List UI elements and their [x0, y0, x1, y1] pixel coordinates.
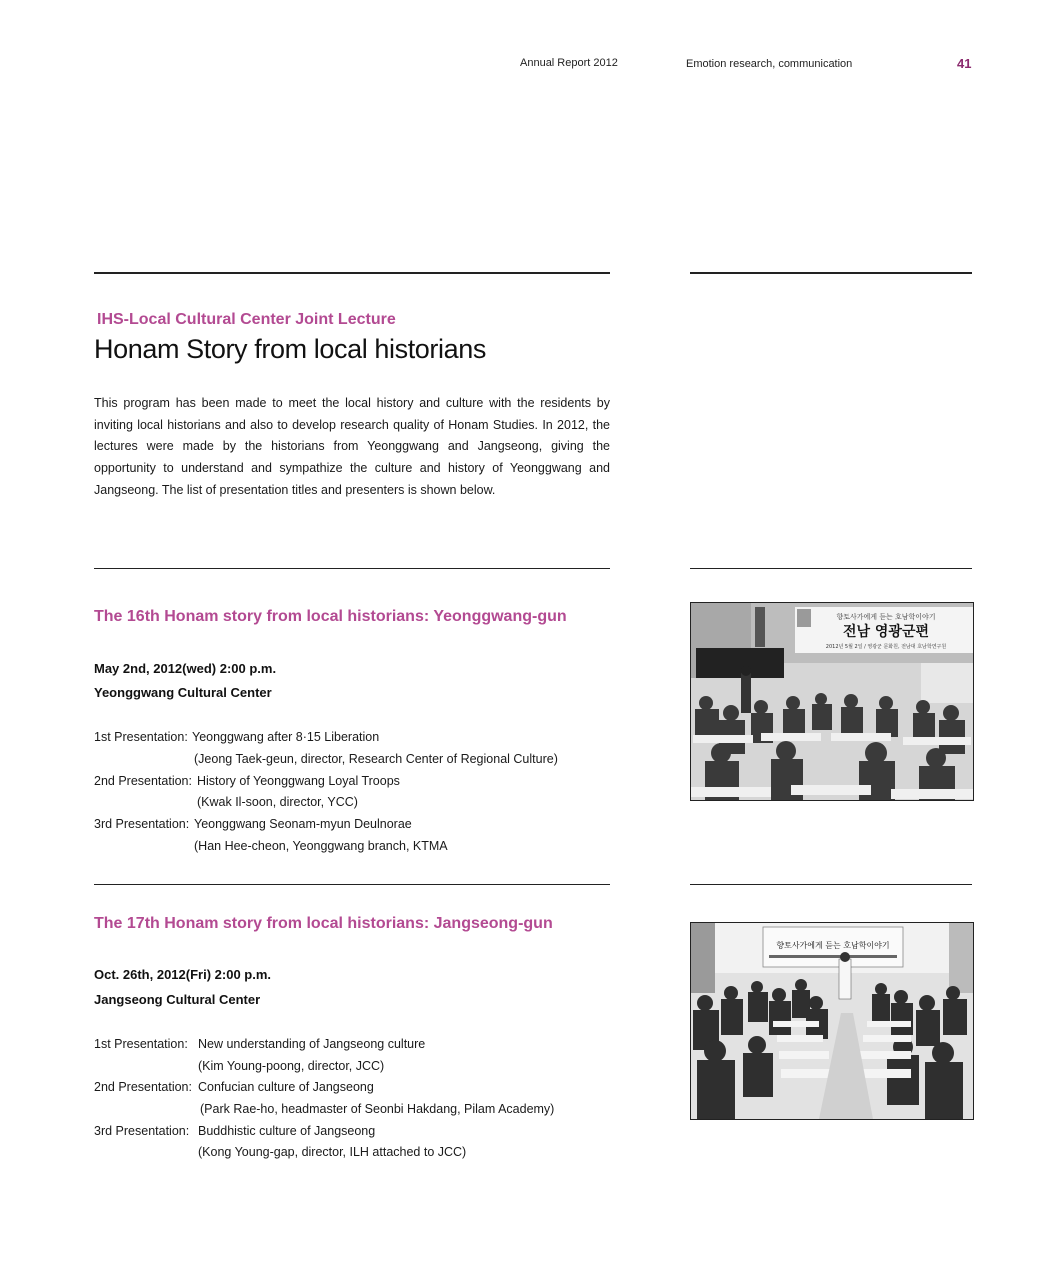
- running-header-report: Annual Report 2012: [520, 57, 618, 69]
- article-kicker: IHS-Local Cultural Center Joint Lecture: [97, 311, 396, 328]
- divider-rule: [94, 272, 610, 274]
- divider-rule: [690, 568, 972, 569]
- presentation-label: 3rd Presentation:: [94, 817, 190, 831]
- presentation-title: New understanding of Jangseong culture: [198, 1037, 426, 1051]
- presentation-presenter: (Jeong Taek-geun, director, Research Center of Regional Culture): [194, 752, 558, 766]
- photo-banner-text: 향토사가에게 듣는 호남학이야기: [776, 941, 890, 950]
- session-heading: The 17th Honam story from local historians: Jangseong-gun: [94, 915, 553, 932]
- presentation-label: 2nd Presentation:: [94, 1080, 192, 1094]
- presentation-title: Yeonggwang after 8·15 Liberation: [192, 730, 380, 744]
- photo-banner-top-text: 향토사가에게 듣는 호남학이야기: [836, 613, 936, 621]
- session-date: Oct. 26th, 2012(Fri) 2:00 p.m.: [94, 967, 272, 982]
- running-header-section: Emotion research, communication: [686, 58, 853, 70]
- presentation-presenter: (Kim Young-poong, director, JCC): [198, 1059, 385, 1073]
- article-intro: This program has been made to meet the local history and culture with the residents by inviting local historians and also to develop research quality of Honam Studies. In 2012, the lectures were made by the historians from Yeonggwang and Jangseong, giving the opportunity to understand and sympathize the culture and history of Yeonggwang and Jangseong. The list of presentation titles and presenters is shown below.: [94, 396, 610, 497]
- session-date: May 2nd, 2012(wed) 2:00 p.m.: [94, 661, 277, 676]
- presentation-title: Buddhistic culture of Jangseong: [198, 1124, 376, 1138]
- page-number: 41: [957, 56, 972, 71]
- lecture-photo-jangseong: [690, 922, 974, 1120]
- photo-banner-sub-text: 2012년 5월 2일 / 영광군 문화원, 전남대 호남학연구원: [825, 644, 947, 650]
- divider-rule: [690, 272, 972, 274]
- photo-banner-text: 전남 영광군편: [842, 624, 930, 640]
- presentation-label: 3rd Presentation:: [94, 1124, 190, 1138]
- presentation-label: 2nd Presentation:: [94, 774, 192, 788]
- divider-rule: [94, 568, 610, 569]
- presentation-title: History of Yeonggwang Loyal Troops: [197, 774, 400, 788]
- divider-rule: [94, 884, 610, 885]
- session-venue: Yeonggwang Cultural Center: [94, 685, 272, 700]
- session-heading: The 16th Honam story from local historians: Yeonggwang-gun: [94, 608, 567, 625]
- presentation-label: 1st Presentation:: [94, 1037, 188, 1051]
- presentation-title: Yeonggwang Seonam-myun Deulnorae: [194, 817, 412, 831]
- presentation-presenter: (Han Hee-cheon, Yeonggwang branch, KTMA: [194, 839, 448, 853]
- presentation-presenter: (Kwak Il-soon, director, YCC): [197, 795, 358, 809]
- lecture-photo-yeonggwang: [690, 602, 974, 801]
- article-title: Honam Story from local historians: [94, 334, 486, 364]
- presentation-title: Confucian culture of Jangseong: [198, 1080, 374, 1094]
- divider-rule: [690, 884, 972, 885]
- presentation-presenter: (Kong Young-gap, director, ILH attached to JCC): [198, 1145, 467, 1159]
- presentation-presenter: (Park Rae-ho, headmaster of Seonbi Hakdang, Pilam Academy): [200, 1102, 555, 1116]
- presentation-label: 1st Presentation:: [94, 730, 188, 744]
- session-venue: Jangseong Cultural Center: [94, 992, 261, 1007]
